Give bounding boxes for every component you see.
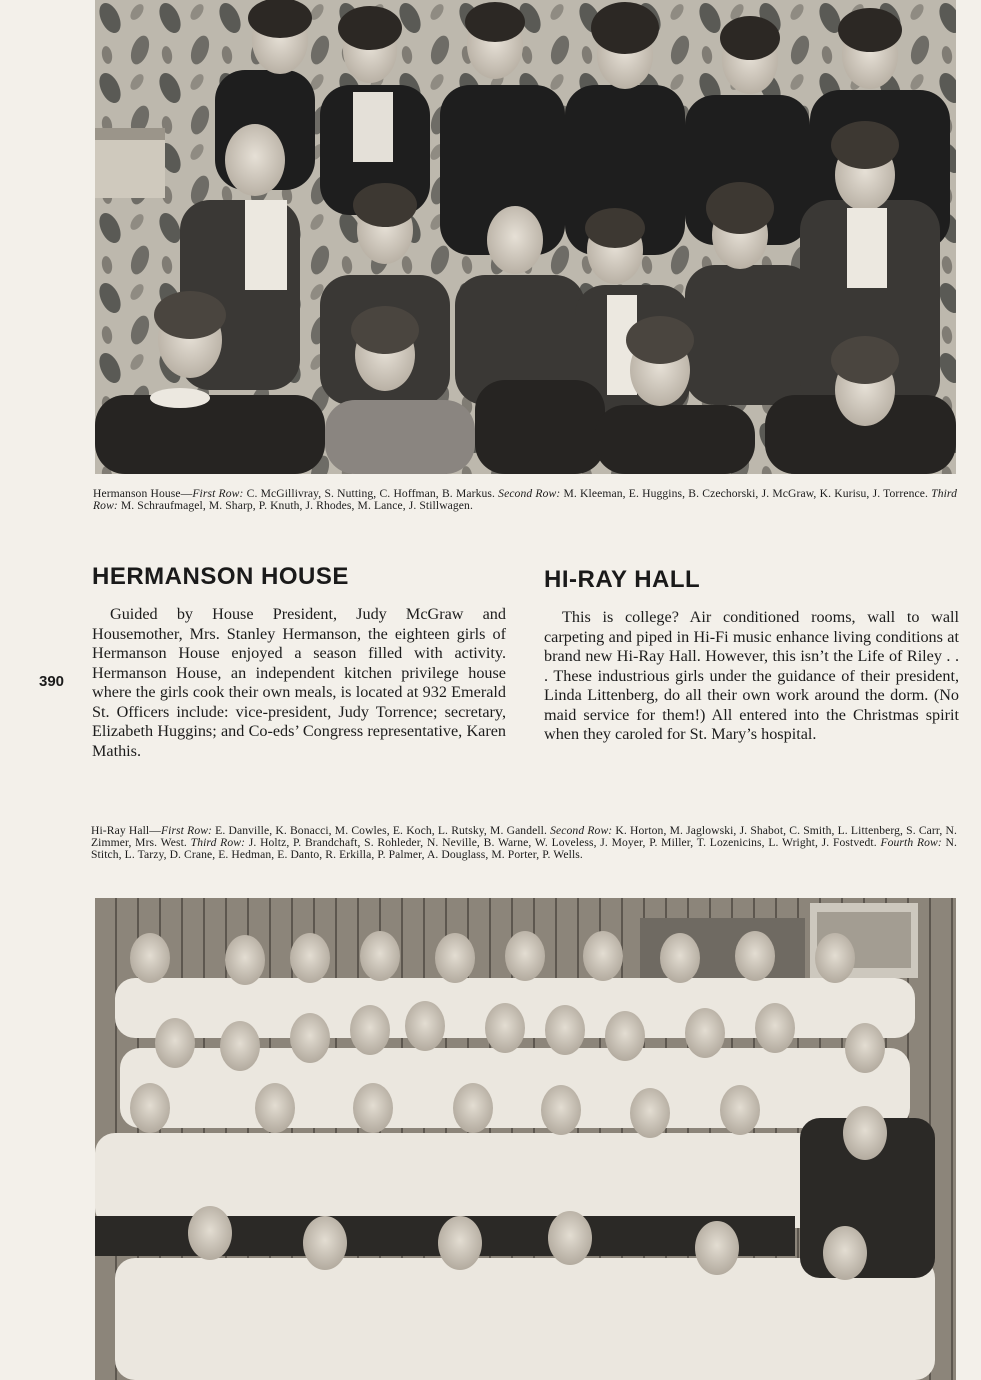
caption-row-names: C. McGillivray, S. Nutting, C. Hoffman, B. Markus. — [243, 487, 499, 500]
hi-ray-hall-paragraph: This is college? Air conditioned rooms, wall to wall carpeting and piped in Hi-Fi music enhance living conditions at brand new Hi-Ray Hall. However, this isn’t the Life of Riley . . . These industrious girls under the guidance of their president, Linda Littenberg, do all their own work around the dorm. (No maid service for them!) All entered into the Christmas spirit when they caroled for St. Mary’s hospital. — [544, 608, 959, 743]
hi-ray-hall-heading: HI-RAY HALL — [544, 566, 701, 593]
hi-ray-photo-caption — [91, 825, 957, 861]
caption-row-label: Second Row: — [550, 824, 613, 837]
page-number: 390 — [39, 673, 65, 690]
caption-row-names: E. Danville, K. Bonacci, M. Cowles, E. Koch, L. Rutsky, M. Gandell. — [212, 824, 551, 837]
caption-row-label: Second Row: — [498, 487, 561, 500]
caption-row-label: Fourth Row: — [880, 836, 942, 849]
hermanson-house-group-photo — [95, 0, 956, 474]
caption-row-names: K. Horton, M. Jaglowski, J. Shabot, C. Smith, L. Littenberg, S. Carr, N. Zimmer, Mrs. West. — [91, 824, 958, 849]
caption-row-names: J. Holtz, P. Brandchaft, S. Rohleder, N. Neville, B. Warne, W. Loveless, J. Moyer, P. Miller, T. Lozenicins, L. Wright, J. Fostvedt. — [245, 836, 881, 849]
caption-row-names: N. Stitch, L. Tarzy, D. Crane, E. Hedman, E. Danto, R. Erkilla, P. Palmer, A. Douglass, M. Porter, P. Wells. — [91, 836, 957, 861]
caption-row-label: First Row: — [192, 487, 244, 500]
caption-group-name: Hi-Ray Hall— — [91, 824, 161, 837]
caption-row-label: Third Row: — [190, 836, 246, 849]
caption-row-names: M. Kleeman, E. Huggins, B. Czechorski, J. McGraw, K. Kurisu, J. Torrence. — [560, 487, 932, 500]
caption-row-label: Third Row: — [93, 487, 958, 512]
caption-group-name: Hermanson House— — [93, 487, 193, 500]
hermanson-house-paragraph: Guided by House President, Judy McGraw and Housemother, Mrs. Stanley Hermanson, the eighteen girls of Hermanson House enjoyed a season filled with activity. Hermanson House, an independent kitchen privilege house where the girls cook their own meals, is located at 932 Emerald St. Officers include: vice-president, Judy Torrence; secretary, Elizabeth Huggins; and Co-eds’ Congress representative, Karen Mathis. — [92, 605, 506, 760]
hermanson-photo-caption — [93, 488, 957, 512]
hi-ray-hall-group-photo — [95, 898, 956, 1380]
caption-row-names: M. Schraufmagel, M. Sharp, P. Knuth, J. Rhodes, M. Lance, J. Stillwagen. — [117, 499, 473, 512]
caption-row-label: First Row: — [160, 824, 213, 837]
hermanson-house-heading: HERMANSON HOUSE — [92, 563, 349, 590]
